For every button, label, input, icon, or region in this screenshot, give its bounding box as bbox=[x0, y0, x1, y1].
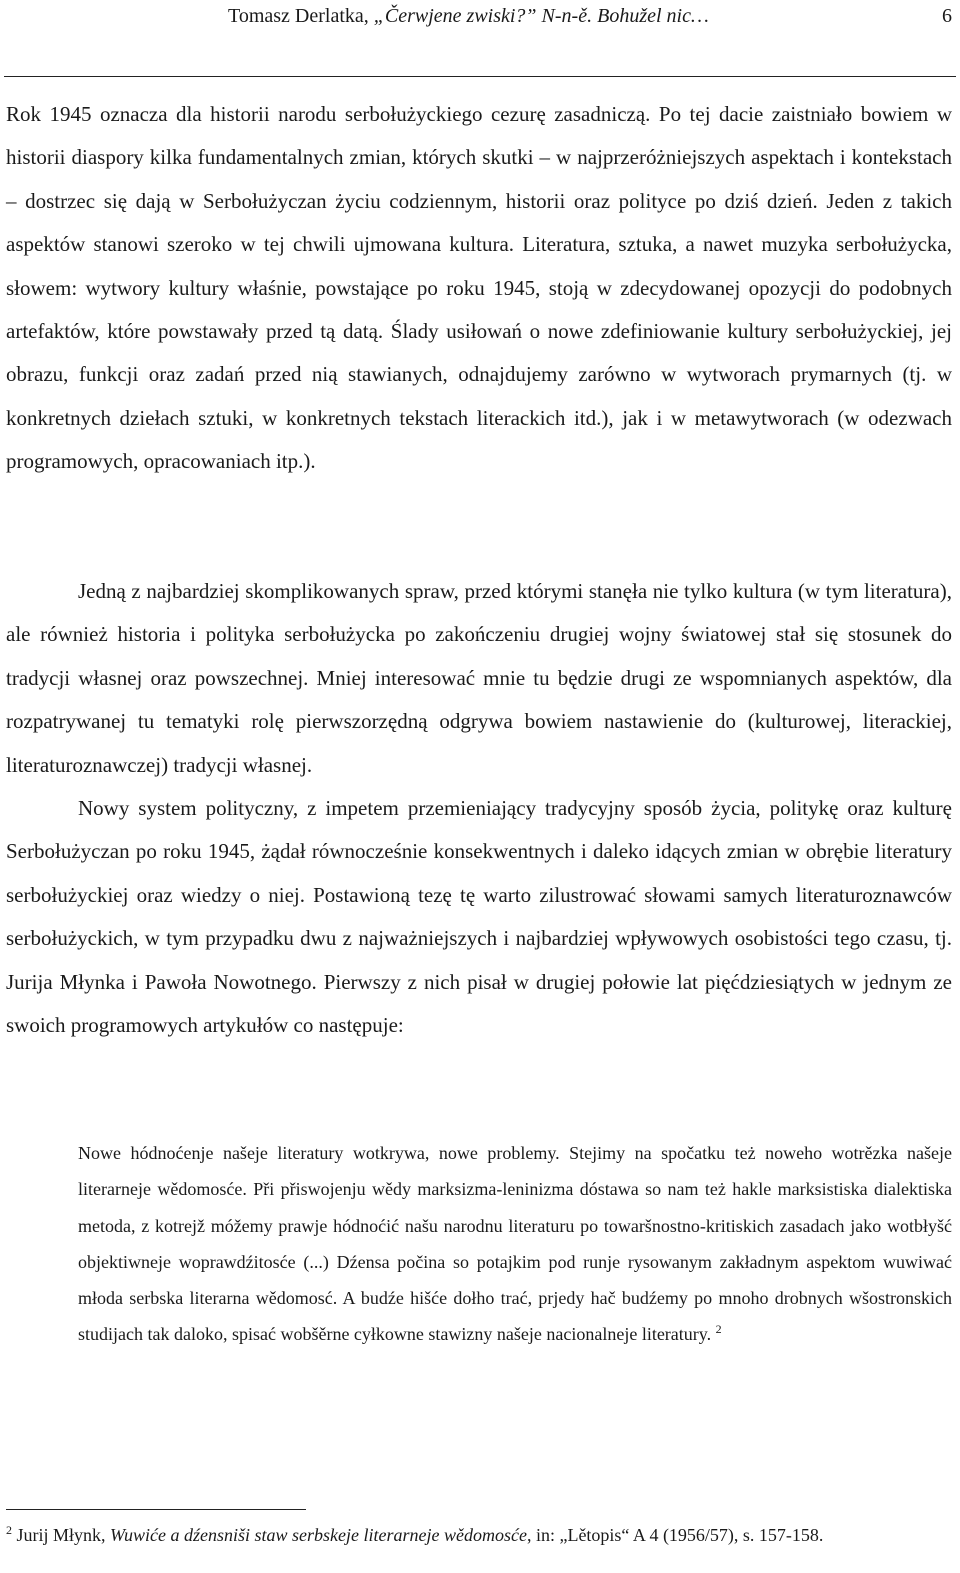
header-author: Tomasz Derlatka, bbox=[228, 5, 374, 27]
block-quote-text: Nowe hódnoćenje našeje literatury wotkrywa, nowe problemy. Stejimy na spočatku też noweho wotrězka našeje literarneje wědomosće. Při přiswojenju wědy marksizma-leninizma dóstawa so nam też hakle marksistiska dialektiska metoda, z kotrejž móžemy prawje hódnoćić našu narodnu literaturu po towaršnostno-kritiskich zasadach jako wotbłyšć objektiwneje woprawdźitosće (...) Dźensa počina so potajkim pod runje rysowanym zakładnym aspektom wuwiwać młoda serbska literarna wědomosć. A budźe hišće dołho trać, prjedy hač budźemy po mnoho drobnych wšostronskich studijach tak daloko, spisać wobšěrne cyłkowne stawizny našeje nacionalneje literatury. bbox=[78, 1143, 952, 1345]
body-paragraph-2-text: Jedną z najbardziej skomplikowanych spraw, przed którymi stanęła nie tylko kultura (w tym literatura), ale również historia i polityka serbołużycka po zakończeniu drugiej wojny światowej stał się stosunek do tradycji własnej oraz powszechnej. Mniej interesować mnie tu będzie drugi ze wspomnianych aspektów, dla rozpatrywanej tu tematyki rolę pierwszorzędną odgrywa bowiem nastawienie do (kulturowej, literackiej, literaturoznawczej) tradycji własnej. bbox=[6, 579, 952, 777]
page-header bbox=[0, 4, 960, 34]
body-paragraph-3 bbox=[6, 787, 952, 1047]
running-title bbox=[228, 4, 709, 28]
footnote-work-title: Wuwiće a dźensniši staw serbskeje literarneje wědomosće bbox=[110, 1525, 527, 1545]
header-article-title: „Čerwjene zwiski?” N-n-ě. Bohužel nic… bbox=[373, 5, 709, 27]
footnote-details: , in: „Lětopis“ A 4 (1956/57), s. 157-158. bbox=[526, 1525, 824, 1545]
page-number: 6 bbox=[942, 5, 952, 27]
footnote bbox=[6, 1521, 952, 1549]
footnote-divider bbox=[6, 1509, 306, 1510]
body-paragraph-2 bbox=[6, 570, 952, 787]
header-divider bbox=[4, 76, 956, 77]
footnote-reference[interactable]: 2 bbox=[715, 1322, 722, 1337]
footnote-number: 2 bbox=[6, 1523, 12, 1537]
body-paragraph-3-text: Nowy system polityczny, z impetem przemieniający tradycyjny sposób życia, politykę oraz kulturę Serbołużyczan po roku 1945, żądał równocześnie konsekwentnych i daleko idących zmian w obrębie literatury serbołużyckiej oraz wiedzy o niej. Postawioną tezę tę warto zilustrować słowami samych literaturoznawców serbołużyckich, w tym przypadku dwu z najważniejszych i najbardziej wpływowych osobistości tego czasu, tj. Jurija Młynka i Pawoła Nowotnego. Pierwszy z nich pisał w drugiej połowie lat pięćdziesiątych w jednym ze swoich programowych artykułów co następuje: bbox=[6, 796, 952, 1038]
footnote-author: Jurij Młynk, bbox=[12, 1525, 111, 1545]
body-paragraph-1: Rok 1945 oznacza dla historii narodu serbołużyckiego cezurę zasadniczą. Po tej dacie zaistniało bowiem w historii diaspory kilka fundamentalnych zmian, których skutki – w najprzeróżniejszych aspektach i kontekstach – dostrzec się dają w Serbołużyczan życiu codziennym, historii oraz polityce po dziś dzień. Jeden z takich aspektów stanowi szeroko w tej chwili ujmowana kultura. Literatura, sztuka, a nawet muzyka serbołużycka, słowem: wytwory kultury właśnie, powstające po roku 1945, stoją w zdecydowanej opozycji do podobnych artefaktów, które powstawały przed tą datą. Ślady usiłowań o nowe zdefiniowanie kultury serbołużyckiej, jej obrazu, funkcji oraz zadań przed nią stawianych, odnajdujemy zarówno w wytworach prymarnych (tj. w konkretnych dziełach sztuki, w konkretnych tekstach literackich itd.), jak i w metawytworach (w odezwach programowych, opracowaniach itp.). bbox=[6, 102, 952, 474]
block-quote bbox=[78, 1135, 952, 1353]
